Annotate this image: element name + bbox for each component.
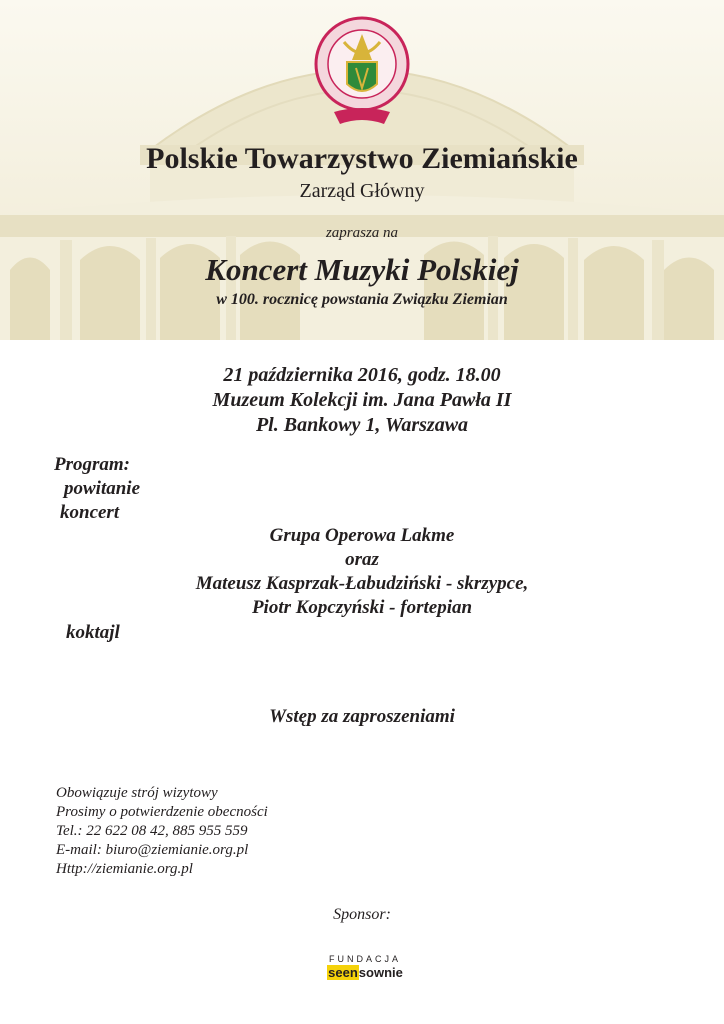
info-line: Obowiązuje strój wizytowy bbox=[56, 785, 218, 801]
sponsor-logo-wordmark bbox=[327, 965, 403, 980]
info-line: Prosimy o potwierdzenie obecności bbox=[56, 804, 268, 820]
website-link[interactable]: Http://ziemianie.org.pl bbox=[56, 861, 193, 877]
society-emblem bbox=[312, 14, 412, 132]
logo-text-part: sownie bbox=[358, 965, 403, 980]
event-address: Pl. Bankowy 1, Warszawa bbox=[255, 414, 469, 436]
foundation-label: FUNDACJA bbox=[328, 954, 401, 964]
program-item-concert: koncert bbox=[60, 502, 120, 523]
performer-line: Piotr Kopczyński - fortepian bbox=[251, 597, 473, 618]
sponsor-label: Sponsor: bbox=[333, 906, 391, 923]
sponsor-logo bbox=[313, 954, 417, 982]
phone-line: Tel.: 22 622 08 42, 885 955 559 bbox=[56, 823, 248, 839]
organization-name: Polskie Towarzystwo Ziemiańskie bbox=[146, 142, 578, 175]
board-name: Zarząd Główny bbox=[299, 180, 425, 202]
concert-title: Koncert Muzyki Polskiej bbox=[205, 252, 519, 287]
invites-text: zaprasza na bbox=[325, 225, 399, 241]
admission-note: Wstęp za zaproszeniami bbox=[269, 706, 455, 727]
performer-line: Mateusz Kasprzak-Łabudziński - skrzypce, bbox=[195, 573, 529, 594]
program-heading: Program: bbox=[54, 454, 130, 475]
program-item-cocktail: koktajl bbox=[66, 622, 120, 643]
performer-line: Grupa Operowa Lakme bbox=[269, 525, 455, 546]
email-line[interactable]: E-mail: biuro@ziemianie.org.pl bbox=[56, 842, 249, 858]
event-date: 21 października 2016, godz. 18.00 bbox=[223, 364, 501, 386]
program-item-welcome: powitanie bbox=[64, 478, 141, 499]
event-venue: Muzeum Kolekcji im. Jana Pawła II bbox=[212, 389, 512, 411]
logo-highlight-part: seen bbox=[328, 965, 358, 980]
concert-subtitle: w 100. rocznicę powstania Związku Ziemian bbox=[216, 291, 508, 308]
performer-line: oraz bbox=[345, 549, 379, 570]
